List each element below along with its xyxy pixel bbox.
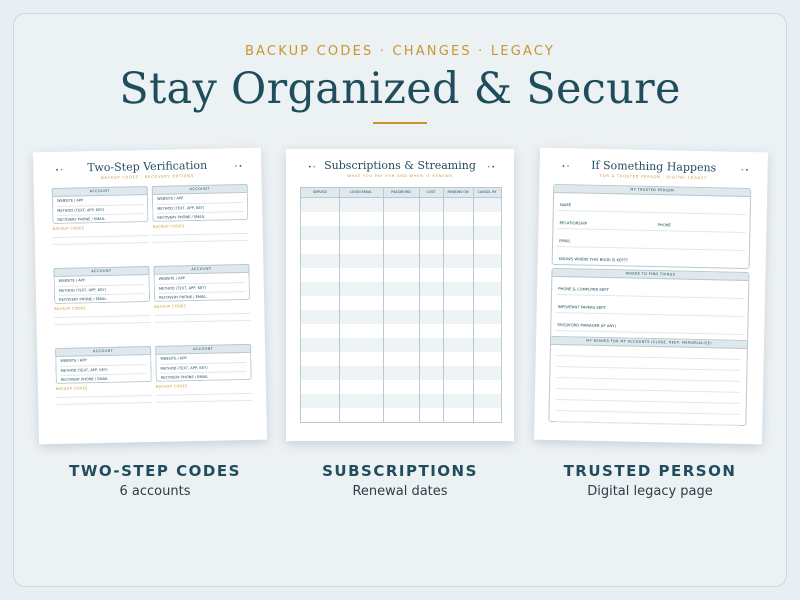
backup-codes-label: BACKUP CODES [154, 304, 187, 309]
field-label: METHOD (TEXT, APP, KEY) [159, 283, 245, 294]
writing-line [154, 313, 250, 316]
field-label: RECOVERY PHONE / EMAIL [160, 374, 209, 380]
writing-line [55, 322, 151, 325]
table-column-rule [383, 188, 384, 422]
decor-dots-icon: •• [486, 164, 496, 171]
account-header: ACCOUNT [53, 266, 149, 277]
decor-dots-icon: •• [561, 163, 571, 171]
account-fields [54, 275, 151, 304]
field-label: WEBSITE / APP [157, 193, 243, 204]
account-header: ACCOUNT [55, 346, 151, 357]
column-header: LOGIN EMAIL [350, 190, 372, 194]
writing-line [153, 240, 249, 243]
writing-line [156, 400, 252, 403]
field-label: RECOVERY PHONE / EMAIL [57, 217, 105, 223]
field-label: RECOVERY PHONE / EMAIL [159, 295, 207, 300]
field-label: NAME [559, 202, 572, 208]
eyebrow-text: BACKUP CODES · CHANGES · LEGACY [244, 44, 556, 59]
table-column-rule [419, 188, 420, 422]
backup-codes-label: BACKUP CODES [55, 386, 88, 391]
table-row [301, 324, 501, 338]
section-header: WHERE TO FIND THINGS [552, 269, 748, 281]
sheet-footer: · · · [149, 427, 157, 433]
column-header: RENEWS ON [447, 190, 469, 194]
field-label: PHONE & COMPUTER KEPT [558, 286, 609, 293]
account-block [55, 346, 152, 420]
account-block [155, 344, 252, 418]
writing-line [56, 395, 152, 398]
subscriptions-sheet-preview [286, 149, 514, 441]
table-row [301, 282, 501, 296]
field-label: WEBSITE / APP [160, 353, 246, 364]
field-label: RECOVERY PHONE / EMAIL [157, 215, 205, 221]
section-header: MY WISHES FOR MY ACCOUNTS (CLOSE, KEEP, MEMORIALIZE) [551, 337, 747, 349]
trusted-person-section [552, 184, 752, 269]
backup-codes-label: BACKUP CODES [54, 306, 87, 312]
field-label: RECOVERY PHONE / EMAIL [59, 297, 107, 303]
table-row [301, 240, 501, 254]
decor-dots-icon: •• [308, 164, 318, 171]
field-label: WEBSITE / APP [59, 275, 145, 286]
wishes-section [548, 336, 748, 426]
table-row [301, 352, 501, 366]
table-row [301, 310, 501, 324]
field-label: PASSWORD MANAGER (IF ANY) [557, 322, 617, 329]
field-label: WEBSITE / APP [57, 195, 143, 206]
legacy-sheet-preview [534, 148, 768, 445]
backup-codes-label: BACKUP CODES [52, 226, 85, 232]
decor-dots-icon: •• [234, 163, 244, 171]
caption-title: TWO-STEP CODES [69, 462, 241, 480]
field-label: RECOVERY PHONE / EMAIL [60, 377, 109, 383]
sheet-title: Subscriptions & Streaming [324, 159, 476, 172]
field-label: EMAIL [559, 238, 571, 244]
caption-title: TRUSTED PERSON [563, 462, 737, 480]
table-row [301, 226, 501, 240]
field-label: METHOD (TEXT, APP, KEY) [59, 285, 145, 296]
column-header: SERVICE [312, 190, 328, 194]
account-fields [152, 193, 249, 222]
table-row [301, 212, 501, 226]
sheet-title: Two-Step Verification [87, 158, 208, 175]
backup-codes-label: BACKUP CODES [155, 384, 188, 389]
field-label: PHONE [657, 222, 671, 228]
table-row [301, 408, 501, 422]
column-header: PASSWORD [391, 190, 411, 194]
field-label: KNOWS WHERE THIS BOOK IS KEPT? [558, 256, 629, 263]
writing-line [153, 233, 249, 236]
table-row [301, 338, 501, 352]
caption-title: SUBSCRIPTIONS [322, 462, 478, 480]
caption-subtitle: 6 accounts [119, 484, 191, 499]
table-header [301, 188, 501, 198]
table-row [301, 380, 501, 394]
writing-line [155, 320, 251, 323]
account-header: ACCOUNT [153, 264, 249, 275]
field-label: METHOD (TEXT, APP, KEY) [60, 365, 146, 376]
table-column-rule [443, 188, 444, 422]
writing-line [53, 235, 149, 238]
field-label: WEBSITE / APP [159, 273, 245, 284]
account-header: ACCOUNT [152, 184, 248, 195]
account-fields [155, 353, 252, 382]
account-block [53, 266, 150, 340]
table-row [301, 198, 501, 212]
writing-line [56, 402, 152, 405]
sheet-footer: · · · [644, 427, 652, 433]
field-label: RELATIONSHIP [559, 220, 588, 226]
field-label: IMPORTANT PAPERS KEPT [557, 304, 606, 311]
field-label: METHOD (TEXT, APP, KEY) [157, 203, 243, 214]
writing-line [53, 242, 149, 245]
field-label: WEBSITE / APP [60, 355, 146, 366]
subscriptions-table [300, 187, 502, 423]
page-title: Stay Organized & Secure [119, 64, 681, 114]
field-label: METHOD (TEXT, APP, KEY) [57, 205, 143, 216]
table-row [301, 366, 501, 380]
account-block [153, 264, 250, 338]
title-underline [373, 122, 427, 124]
column-header: COST [426, 190, 436, 194]
decor-dots-icon: •• [55, 166, 65, 174]
caption-subtitle: Digital legacy page [587, 484, 713, 499]
writing-line [156, 393, 252, 396]
table-column-rule [339, 188, 340, 422]
table-row [301, 268, 501, 282]
account-header: ACCOUNT [52, 186, 148, 197]
knows-field [557, 247, 745, 268]
table-row [301, 254, 501, 268]
two-step-sheet-preview [33, 148, 267, 445]
account-block [52, 186, 149, 260]
table-row [301, 394, 501, 408]
sheet-subtitle: FOR A TRUSTED PERSON · DIGITAL LEGACY [599, 173, 708, 181]
column-header: CANCEL BY [477, 190, 497, 194]
account-fields [55, 355, 152, 384]
sheet-subtitle: WHAT YOU PAY FOR AND WHEN IT RENEWS [347, 174, 453, 178]
field-label: METHOD (TEXT, APP, KEY) [160, 363, 246, 374]
table-row [301, 296, 501, 310]
table-column-rule [473, 188, 474, 422]
account-fields [154, 273, 251, 302]
decor-dots-icon: •• [740, 166, 750, 175]
writing-line [54, 315, 150, 318]
sheet-subtitle: BACKUP CODES · RECOVERY OPTIONS [101, 174, 194, 180]
account-block [152, 184, 249, 258]
sheet-footer: · · · [396, 427, 404, 431]
section-header: MY TRUSTED PERSON [554, 185, 750, 197]
caption-subtitle: Renewal dates [352, 484, 448, 499]
account-fields [52, 195, 149, 224]
backup-codes-label: BACKUP CODES [152, 224, 185, 229]
account-header: ACCOUNT [155, 344, 251, 355]
sheet-title: If Something Happens [591, 158, 717, 175]
